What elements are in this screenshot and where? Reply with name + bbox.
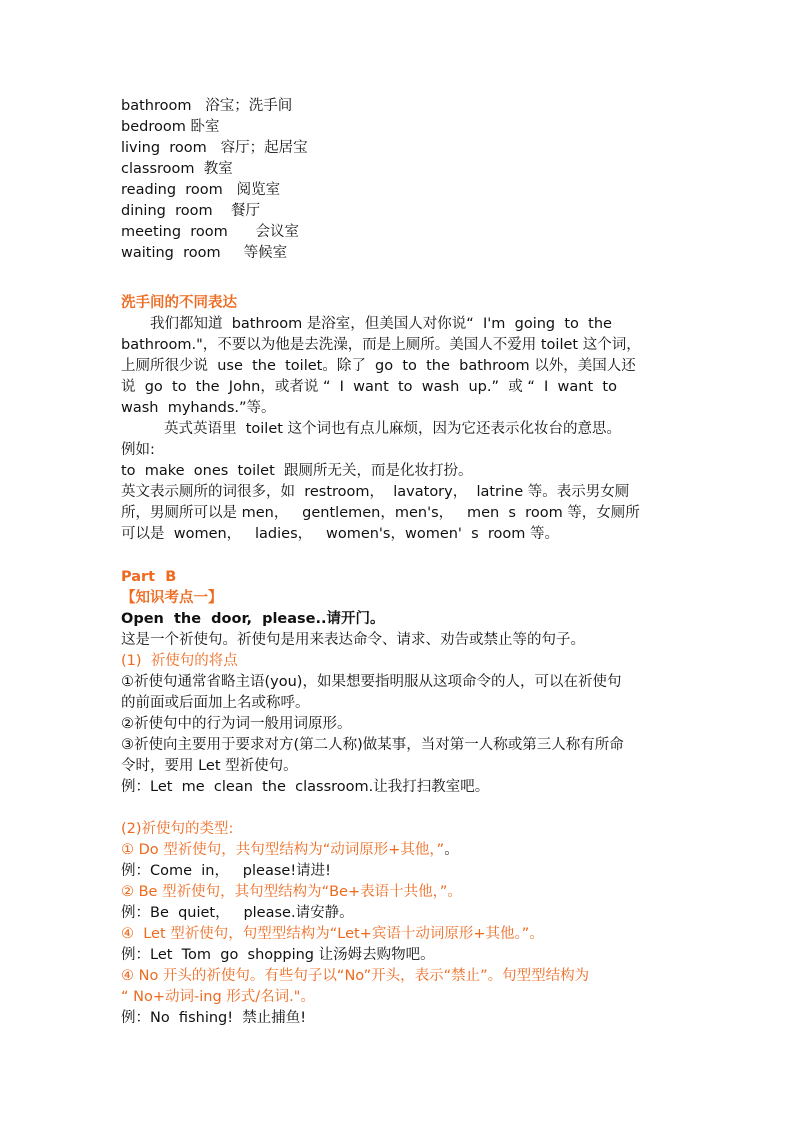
section-title: 洗手间的不同表达 <box>121 295 237 311</box>
paragraph-line: wash myhands.”等。 <box>121 400 276 416</box>
vocab-item: dining room 餐厅 <box>121 203 261 219</box>
paragraph-line: 英文表示厕所的词很多，如 restroom， lavatory， latrine 等。表示男女厕 <box>121 484 630 500</box>
paragraph-line: 上厕所很少说 use the toilet。除了 go to the bathroom 以外，美国人还 <box>121 358 636 374</box>
point-line: ③祈使向主要用于要求对方(第二人称)做某事，当对第一人称或第三人称有所命 <box>121 737 624 753</box>
intro-text: 这是一个祈使句。祈使句是用来表达命令、请求、劝告或禁止等的句子。 <box>121 632 585 648</box>
vocab-item: waiting room 等候室 <box>121 245 288 261</box>
example-text: to make ones toilet 跟厕所无关，而是化妆打扮。 <box>121 463 473 479</box>
section-part-b <box>121 567 681 1029</box>
key-sentence: Open the door, please..请开门。 <box>121 611 385 627</box>
vocab-item: classroom 教室 <box>121 161 233 177</box>
paragraph-line: 可以是 women， ladies， women's，women' s room 等。 <box>121 526 560 542</box>
point-line: 令时，要用 Let 型祈使句。 <box>121 758 298 774</box>
vocab-item: bedroom 卧室 <box>121 119 220 135</box>
type-rule: ④ No 开头的祈使句。有些句子以“No”开头，表示“禁止”。句型型结构为 <box>121 968 590 984</box>
part-title: Part B <box>121 569 177 585</box>
vocab-item: living room 容厅；起居宝 <box>121 140 308 156</box>
paragraph-line: 英式英语里 toilet 这个词也有点儿麻烦，因为它还表示化妆台的意思。 <box>164 421 622 437</box>
type-rule: ② Be 型祈使句，其句型结构为“Be+表语十共他，”。 <box>121 884 462 900</box>
type-rule-end: 。 <box>444 842 459 858</box>
section-toilet-expressions <box>121 293 681 545</box>
example-text: 例：Let me clean the classroom.让我打扫教室吧。 <box>121 779 490 795</box>
point-line: 的前面或后面加上名或称呼。 <box>121 695 310 711</box>
paragraph-line: 所，男厕所可以是 men， gentlemen，men's， men s room 等，女厕所 <box>121 505 640 521</box>
example-label: 例如: <box>121 442 155 458</box>
type-rule: “ No+动词-ing 形式/名词."。 <box>121 989 315 1005</box>
point-line: ②祈使句中的行为词一般用词原形。 <box>121 716 352 732</box>
example-text: 例：Be quiet， please.请安静。 <box>121 905 354 921</box>
knowledge-heading: 【知识考点一】 <box>121 590 223 606</box>
type-line <box>121 840 681 861</box>
vocab-item: meeting room 会议室 <box>121 224 299 240</box>
example-text: 例：No fishing! 禁止捕鱼! <box>121 1010 307 1026</box>
subsection-title: (2)祈使句的类型: <box>121 821 234 837</box>
vocab-item: bathroom 浴宝；洗手间 <box>121 98 293 114</box>
paragraph-line: 说 go to the John，或者说 “ I want to wash up.” 或 “ I want to <box>121 379 617 395</box>
example-text: 例：Let Tom go shopping 让汤姆去购物吧。 <box>121 947 435 963</box>
paragraph-line: 我们都知道 bathroom 是浴室，但美国人对你说“ I'm going to the <box>150 316 612 332</box>
type-rule: ① Do 型祈使句，共句型结构为“动词原形+其他，” <box>121 842 445 858</box>
type-rule: ④ Let 型祈使句，句型型结构为“Let+宾语十动词原形+其他。”。 <box>121 926 544 942</box>
document-page <box>121 96 681 1029</box>
vocab-item: reading room 阅览室 <box>121 182 281 198</box>
point-line: ①祈使句通常省略主语(you)，如果想要指明服从这项命令的人，可以在祈使句 <box>121 674 622 690</box>
vocabulary-list <box>121 96 681 264</box>
subsection-title: (1) 祈使句的将点 <box>121 653 238 669</box>
example-text: 例：Come in， please!请进! <box>121 863 331 879</box>
paragraph-line: bathroom."，不要以为他是去洗澡，而是上厕所。美国人不爱用 toilet 这个词， <box>121 337 641 353</box>
